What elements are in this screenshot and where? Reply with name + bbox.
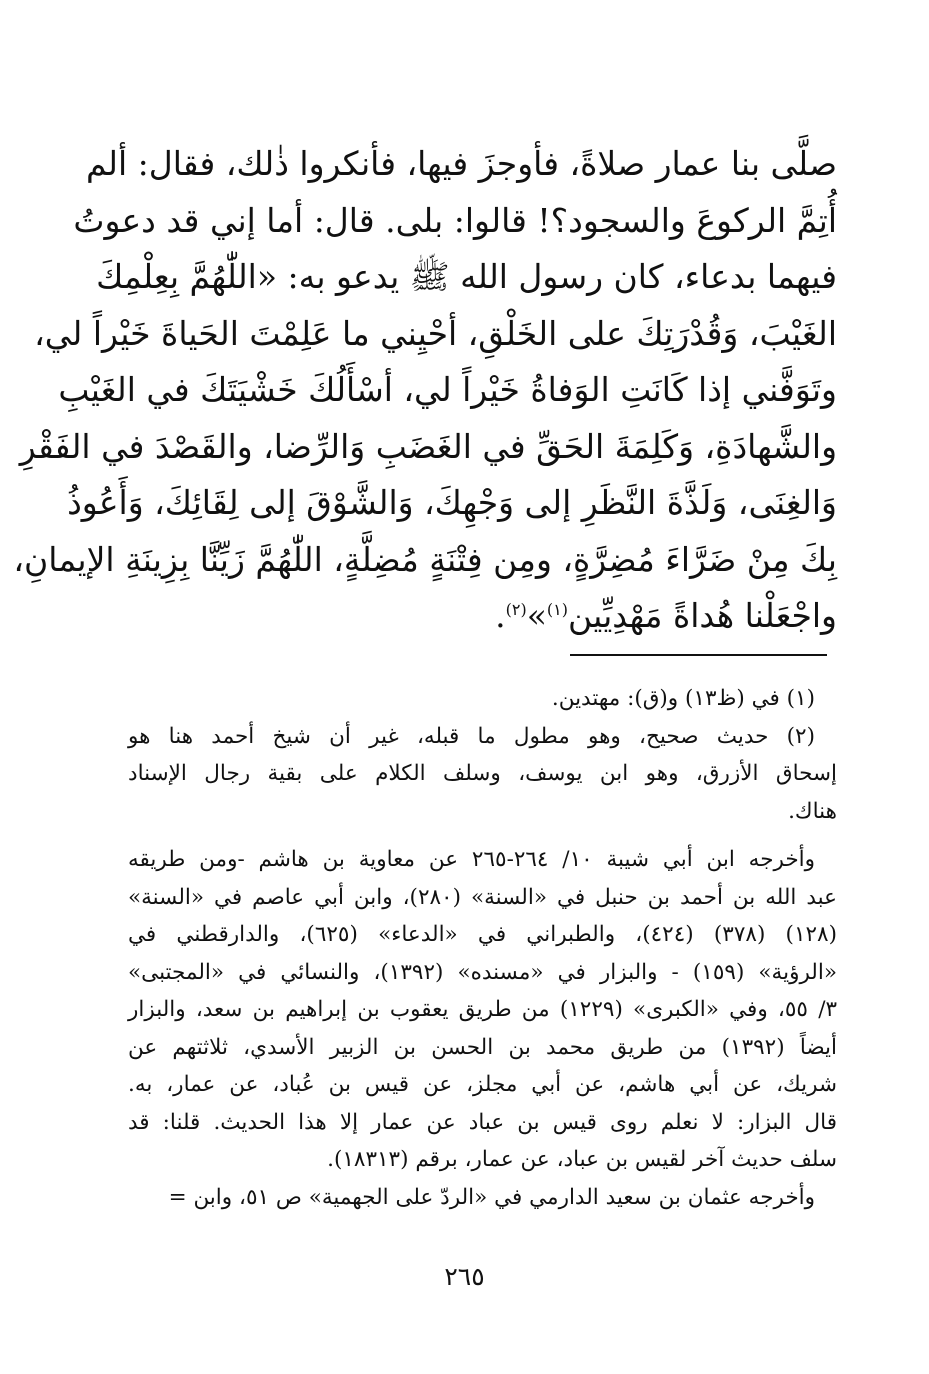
footnote-para-line: ٣/ ٥٥، وفي «الكبرى» (١٢٢٩) من طريق يعقوب بن إبراهيم بن سعد، والبزار [128, 997, 837, 1022]
main-line: فيهما بدعاء، كان رسول الله ﷺ يدعو به: «اللّٰهُمَّ بِعِلْمِكَ [96, 257, 837, 296]
footnotes-block [128, 680, 837, 1216]
footnote-para-line: (١٢٨) (٣٧٨) (٤٢٤)، والطبراني في «الدعاء» (٦٢٥)، والدارقطني في [128, 922, 837, 947]
footnote-para-3: وأخرجه عثمان بن سعيد الدارمي في «الردّ على الجهمية» ص ٥١، وابن = [168, 1184, 815, 1210]
footnote-para-line: عبد الله بن أحمد بن حنبل في «السنة» (٢٨٠)، وابن أبي عاصم في «السنة» [128, 884, 837, 910]
footnote-separator [570, 654, 827, 656]
footnote-para-line: وأخرجه ابن أبي شيبة ١٠/ ٢٦٤-٢٦٥ عن معاوية بن هاشم -ومن طريقه [128, 847, 815, 872]
main-line: الغَيْبَ، وَقُدْرَتِكَ على الخَلْقِ، أحْيِني ما عَلِمْتَ الحَياةَ خَيْراً لي، [34, 313, 837, 353]
main-line-last-text: واجْعَلْنا هُداةً مَهْدِيِّين [568, 596, 837, 635]
main-line: والشَّهادَةِ، وَكَلِمَةَ الحَقِّ في الغَضَبِ وَالرِّضا، والقَصْدَ في الفَقْرِ [19, 426, 837, 466]
quote-close: » [526, 596, 547, 635]
main-line: صلَّى بنا عمار صلاةً، فأوجزَ فيها، فأنكروا ذٰلك، فقال: ألم [85, 144, 837, 183]
footnote-para-line: أيضاً (١٣٩٢) من طريق محمد بن الحسن بن الزبير الأسدي، ثلاثتهم عن [128, 1034, 838, 1060]
main-line: وتَوَفَّني إذا كَانَتِ الوَفاةُ خَيْراً لي، أسْأَلُكَ خَشْيَتَكَ في الغَيْبِ [58, 370, 837, 409]
main-text-block [13, 136, 837, 645]
main-line: وَالغِنَى، وَلَذَّةَ النَّظَرِ إلى وَجْهِكَ، وَالشَّوْقَ إلى لِقَائِكَ، وَأَعُوذُ [67, 483, 837, 522]
footnote-2-line: إسحاق الأزرق، وهو ابن يوسف، وسلف الكلام على بقية رجال الإسناد [128, 761, 837, 786]
main-line-last [128, 588, 837, 645]
footnote-ref-2: (٢) [505, 600, 527, 619]
footnote-para-line: قال البزار: لا نعلم روى قيس بن عباد عن عمار إلا هذا الحديث. قلنا: قد [128, 1109, 837, 1135]
footnote-ref-1: (١) [546, 600, 568, 619]
main-line: أُتِمَّ الركوعَ والسجود؟! قالوا: بلى. قال: أما إني قد دعوتُ [73, 200, 837, 240]
main-line: بِكَ مِنْ ضَرَّاءَ مُضِرَّةٍ، ومِن فِتْنَةٍ مُضِلَّةٍ، اللّٰهُمَّ زَيِّنَّا بِزِينَةِ الإيمانِ، [13, 539, 837, 579]
page-number: ٢٦٥ [444, 1262, 485, 1291]
footnote-2-line: (٢) حديث صحيح، وهو مطول ما قبله، غير أن شيخ أحمد هنا هو [128, 723, 815, 749]
footnote-para-line: سلف حديث آخر لقيس بن عباد، عن عمار، برقم (١٨٣١٣). [327, 1147, 837, 1172]
footnote-para-line: «الرؤية» (١٥٩) - والبزار في «مسنده» (١٣٩٢)، والنسائي في «المجتبى» [128, 959, 837, 985]
paragraph-gap [128, 830, 837, 841]
footnote-para-line: شريك، عن أبي هاشم، عن أبي مجلز، عن قيس بن عُباد، عن عمار، به. [128, 1072, 837, 1097]
main-line-end-dot: . [495, 596, 506, 635]
footnote-2-line: هناك. [788, 798, 837, 824]
footnote-1: (١) في (ظ١٣) و(ق): مهتدين. [551, 686, 815, 711]
